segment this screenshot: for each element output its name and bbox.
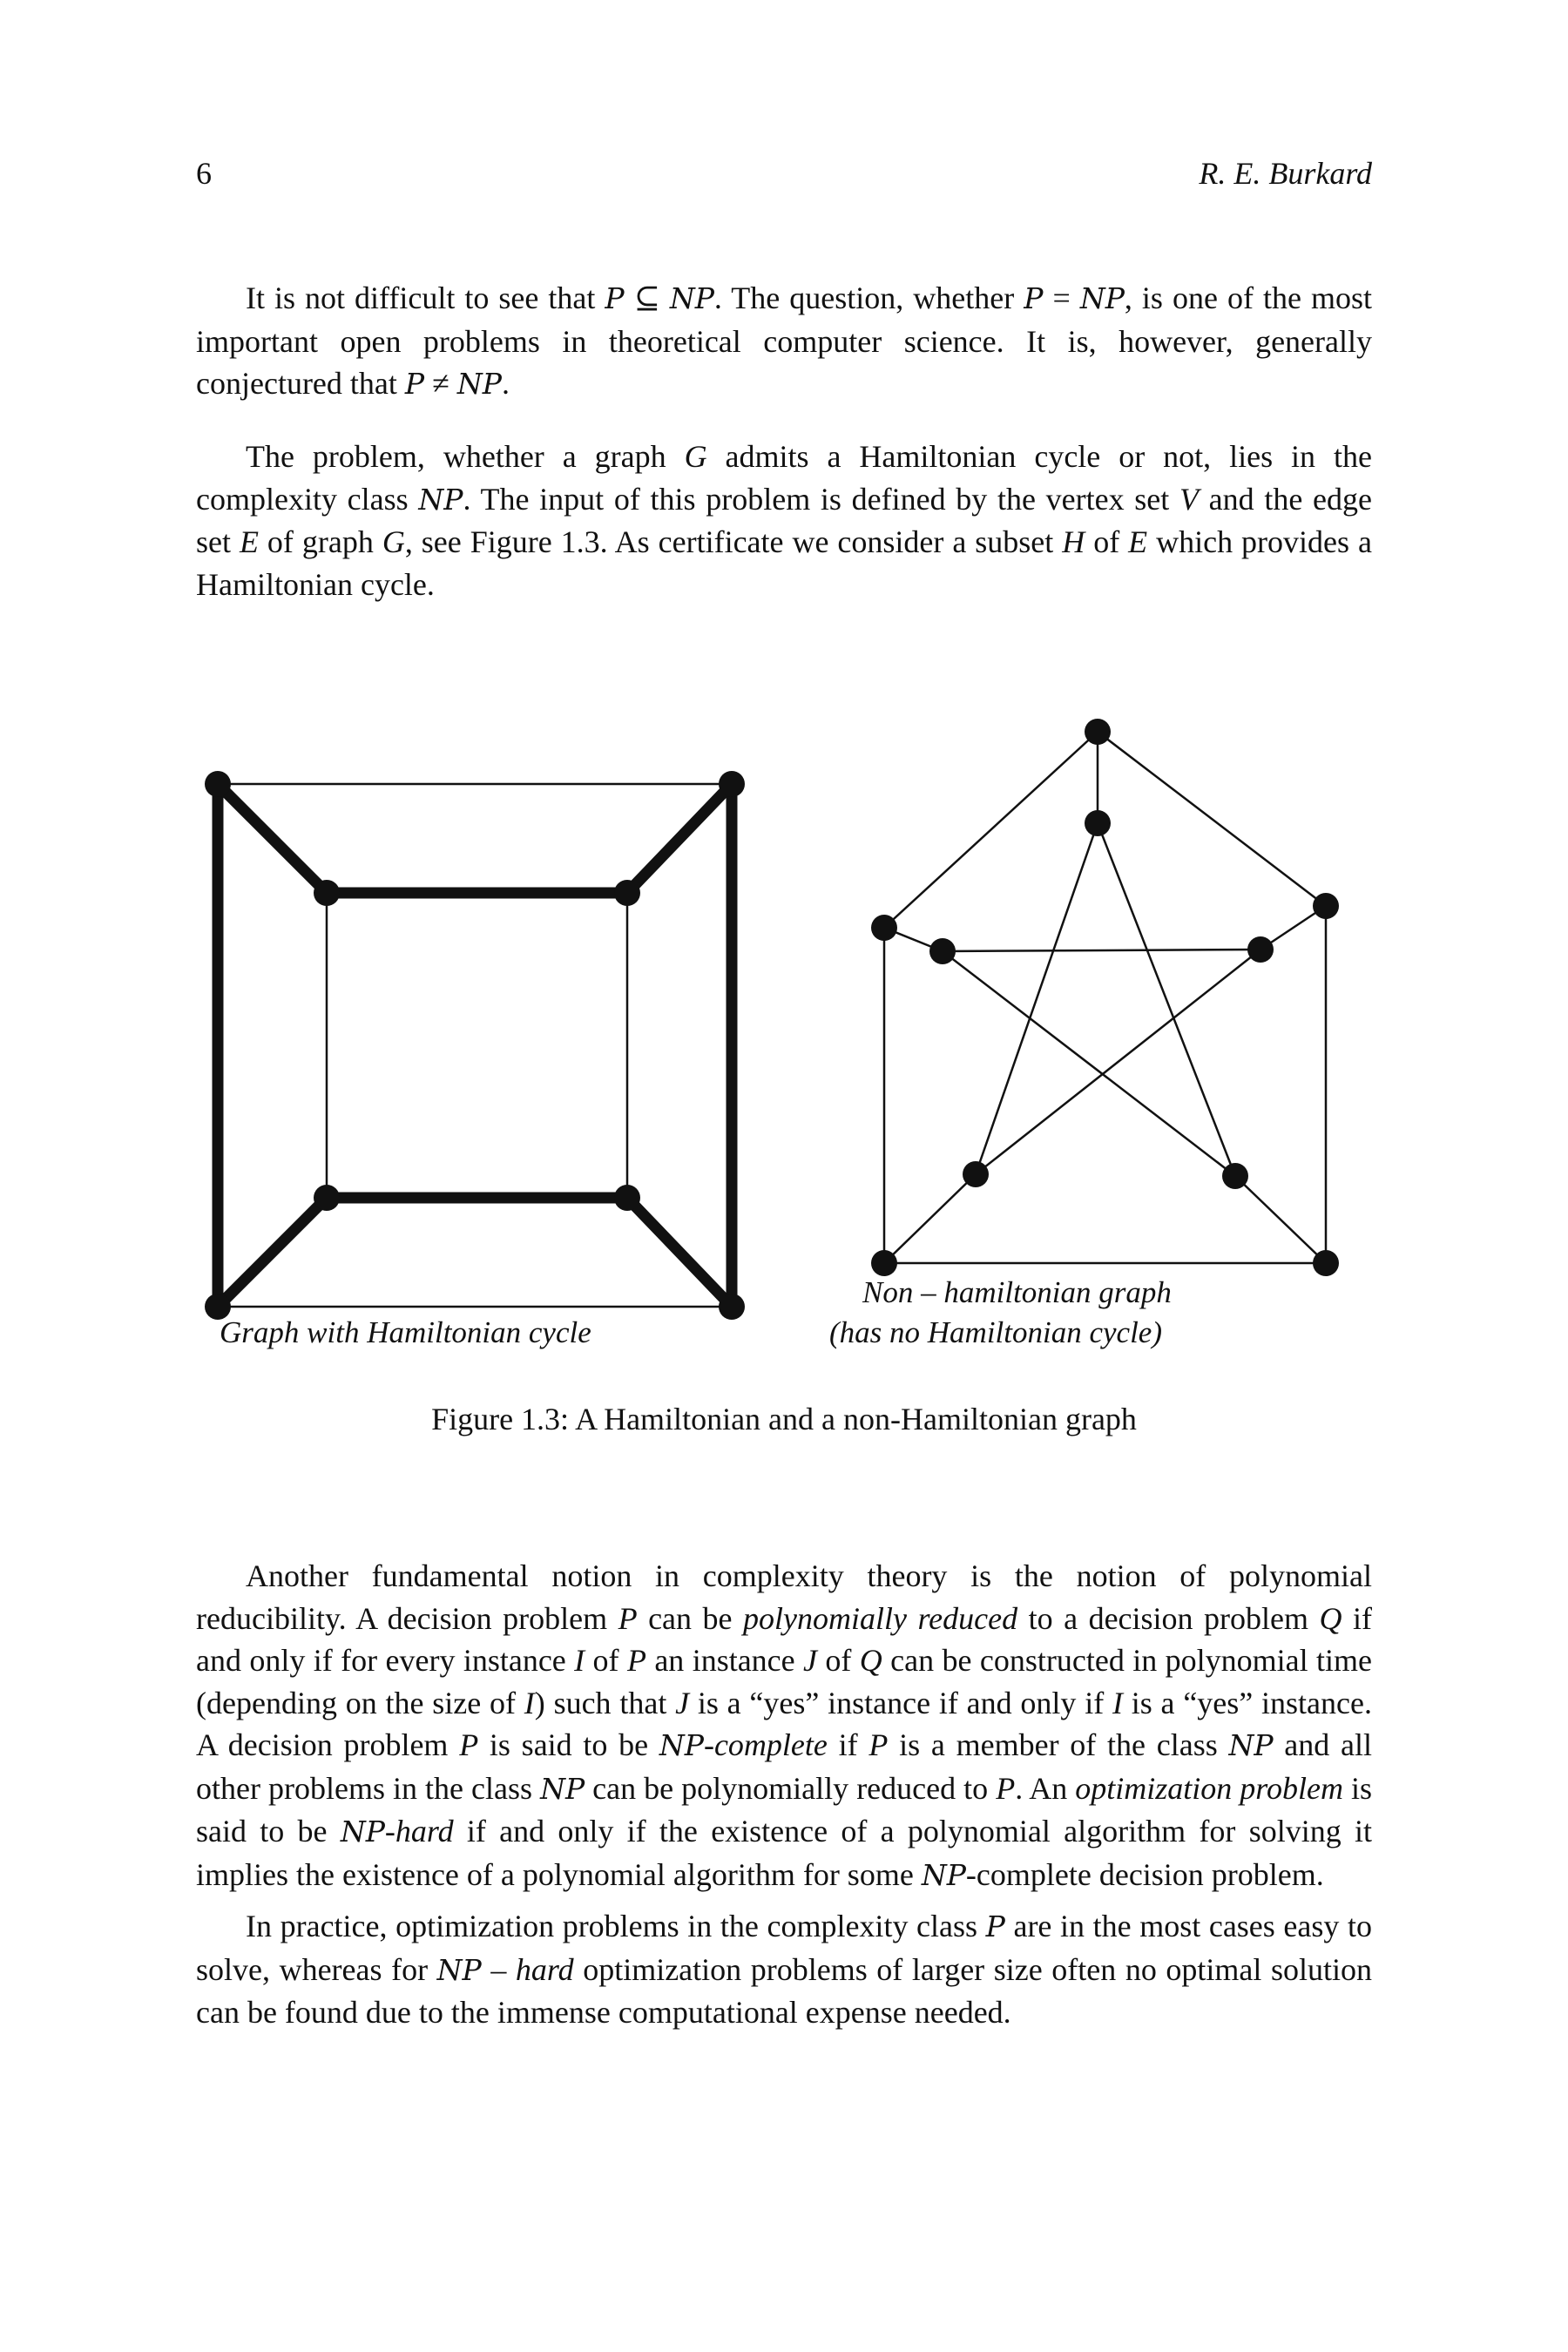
cycle-edge <box>627 784 732 893</box>
vertex <box>614 1185 640 1211</box>
vertex <box>871 1250 897 1276</box>
petersen-graph <box>884 732 1326 1263</box>
paragraph-hamiltonian-cycle: The problem, whether a graph G admits a Hamiltonian cycle or not, lies in the complexity class NP. The input of this problem is defined by the vertex set V and the edge set E of graph G, see Figure 1.3. As certificate we consider a subset H of E which provides a Hamiltonian cycle. <box>196 439 1372 602</box>
hamiltonian-graph <box>218 784 732 1307</box>
vertex <box>614 880 640 906</box>
edge <box>976 950 1260 1174</box>
vertex <box>963 1161 989 1187</box>
vertex <box>314 880 340 906</box>
right-graph-caption-line1: Non – hamiltonian graph <box>862 1275 1172 1309</box>
vertex <box>719 1294 745 1320</box>
edge <box>1235 1176 1326 1263</box>
figure-caption: Figure 1.3: A Hamiltonian and a non-Hamiltonian graph <box>431 1402 1137 1436</box>
vertex <box>1313 893 1339 919</box>
running-header-author: R. E. Burkard <box>1199 156 1372 191</box>
edge <box>943 950 1260 951</box>
paragraph-in-practice: In practice, optimization problems in the complexity class P are in the most cases easy to solve, whereas for NP – hard optimization problems of larger size often no optimal solution can be found due to the immense computational expense needed. <box>196 1909 1373 2030</box>
edge <box>884 1174 976 1263</box>
vertex <box>205 771 231 797</box>
vertex <box>1085 719 1111 745</box>
page-number: 6 <box>196 156 212 191</box>
paragraph-p-vs-np: It is not difficult to see that P ⊆ NP. The question, whether P = NP, is one of the most important open problems in theoretical computer science. It is, however, generally conjectured that P ≠ NP. <box>196 280 1372 401</box>
vertex <box>929 938 956 964</box>
cycle-edge <box>218 1198 327 1307</box>
right-graph-caption-line2: (has no Hamiltonian cycle) <box>829 1315 1162 1349</box>
vertex <box>719 771 745 797</box>
vertex <box>1222 1163 1248 1189</box>
paragraph-reducibility: Another fundamental notion in complexity theory is the notion of polynomial reducibility. A decision problem P can be polynomially reduced to a decision problem Q if and only if for every instance I of P an instance J of Q can be constructed in polynomial time (depending on the size of I) such that J is a “yes” instance if and only if I is a “yes” instance. A decision problem P is said to be NP-complete if P is a member of the class NP and all other problems in the class NP can be polynomially reduced to P. An optimization problem is said to be NP-hard if and only if the existence of a polynomial algorithm for solving it implies the existence of a polynomial algorithm for some NP-complete decision problem. <box>196 1558 1373 1892</box>
edge <box>976 823 1098 1174</box>
vertex <box>314 1185 340 1211</box>
edge <box>884 732 1098 928</box>
left-graph-caption: Graph with Hamiltonian cycle <box>220 1315 591 1349</box>
edge <box>1098 732 1326 906</box>
vertex <box>1313 1250 1339 1276</box>
vertex <box>1247 936 1274 963</box>
cycle-edge <box>627 1198 732 1307</box>
petersen-graph-vertices <box>871 719 1339 1276</box>
cycle-edge <box>218 784 327 893</box>
vertex <box>1085 810 1111 836</box>
vertex <box>871 915 897 941</box>
